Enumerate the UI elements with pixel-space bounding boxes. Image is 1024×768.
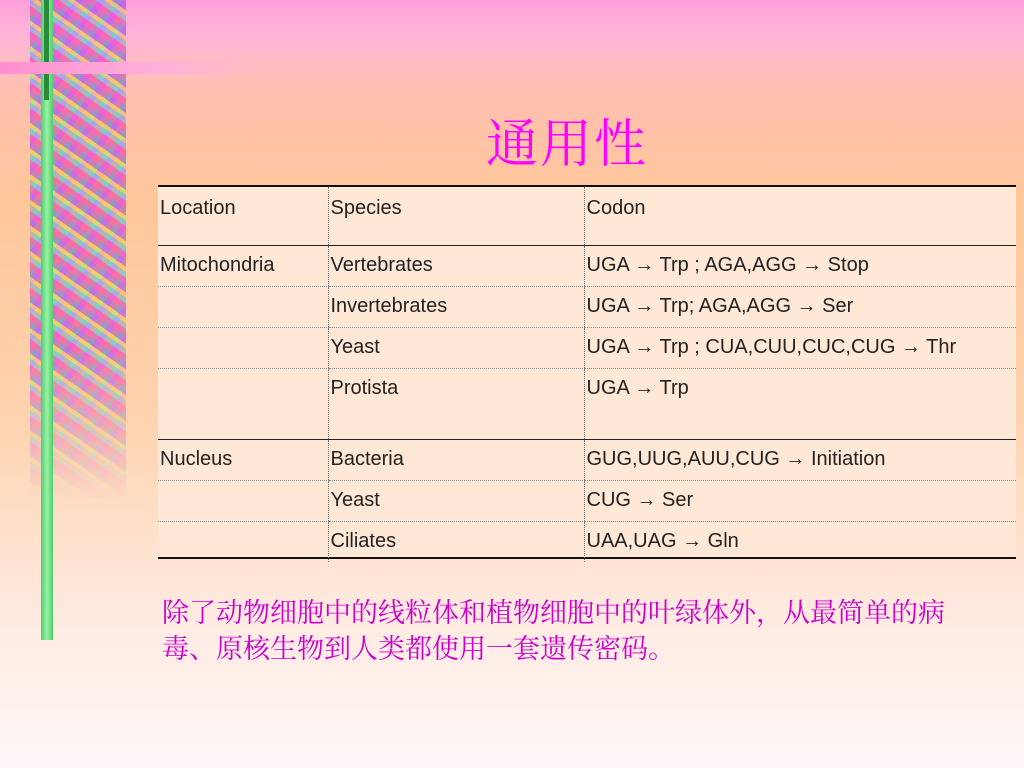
- cell-species: Protista: [328, 369, 584, 440]
- cell-location: [158, 522, 328, 563]
- cell-location: [158, 481, 328, 522]
- cell-location: Mitochondria: [158, 246, 328, 287]
- table-row: [158, 481, 1016, 522]
- slide-title: 通用性: [486, 115, 649, 175]
- horizontal-pink-bar: [0, 62, 260, 74]
- cell-location: [158, 369, 328, 440]
- table-row: [158, 328, 1016, 369]
- cell-codon: UGA → Trp; AGA,AGG → Ser: [584, 287, 1016, 328]
- codon-table-container: [158, 185, 1016, 559]
- header-species: Species: [328, 187, 584, 246]
- cell-species: Bacteria: [328, 440, 584, 481]
- cell-codon: CUG → Ser: [584, 481, 1016, 522]
- vertical-green-bar-dark: [44, 0, 49, 100]
- top-gradient-band: [0, 0, 1024, 60]
- header-codon: Codon: [584, 187, 1016, 246]
- table-row: [158, 287, 1016, 328]
- cell-location: [158, 328, 328, 369]
- codon-table: [158, 187, 1016, 562]
- cell-codon: UGA → Trp ; AGA,AGG → Stop: [584, 246, 1016, 287]
- cell-codon: GUG,UUG,AUU,CUG → Initiation: [584, 440, 1016, 481]
- cell-codon: UGA → Trp ; CUA,CUU,CUC,CUG → Thr: [584, 328, 1016, 369]
- cell-location: [158, 287, 328, 328]
- cell-species: Ciliates: [328, 522, 584, 563]
- slide-note: 除了动物细胞中的线粒体和植物细胞中的叶绿体外，从最简单的病毒、原核生物到人类都使用一套遗传密码。: [162, 598, 945, 665]
- table-row: [158, 369, 1016, 440]
- header-location: Location: [158, 187, 328, 246]
- table-row: [158, 246, 1016, 287]
- cell-species: Vertebrates: [328, 246, 584, 287]
- cell-species: Yeast: [328, 481, 584, 522]
- table-header-row: [158, 187, 1016, 246]
- cell-codon: UAA,UAG → Gln: [584, 522, 1016, 563]
- table-row: [158, 522, 1016, 563]
- cell-species: Invertebrates: [328, 287, 584, 328]
- cell-species: Yeast: [328, 328, 584, 369]
- cell-codon: UGA → Trp: [584, 369, 1016, 440]
- table-row: [158, 440, 1016, 481]
- cell-location: Nucleus: [158, 440, 328, 481]
